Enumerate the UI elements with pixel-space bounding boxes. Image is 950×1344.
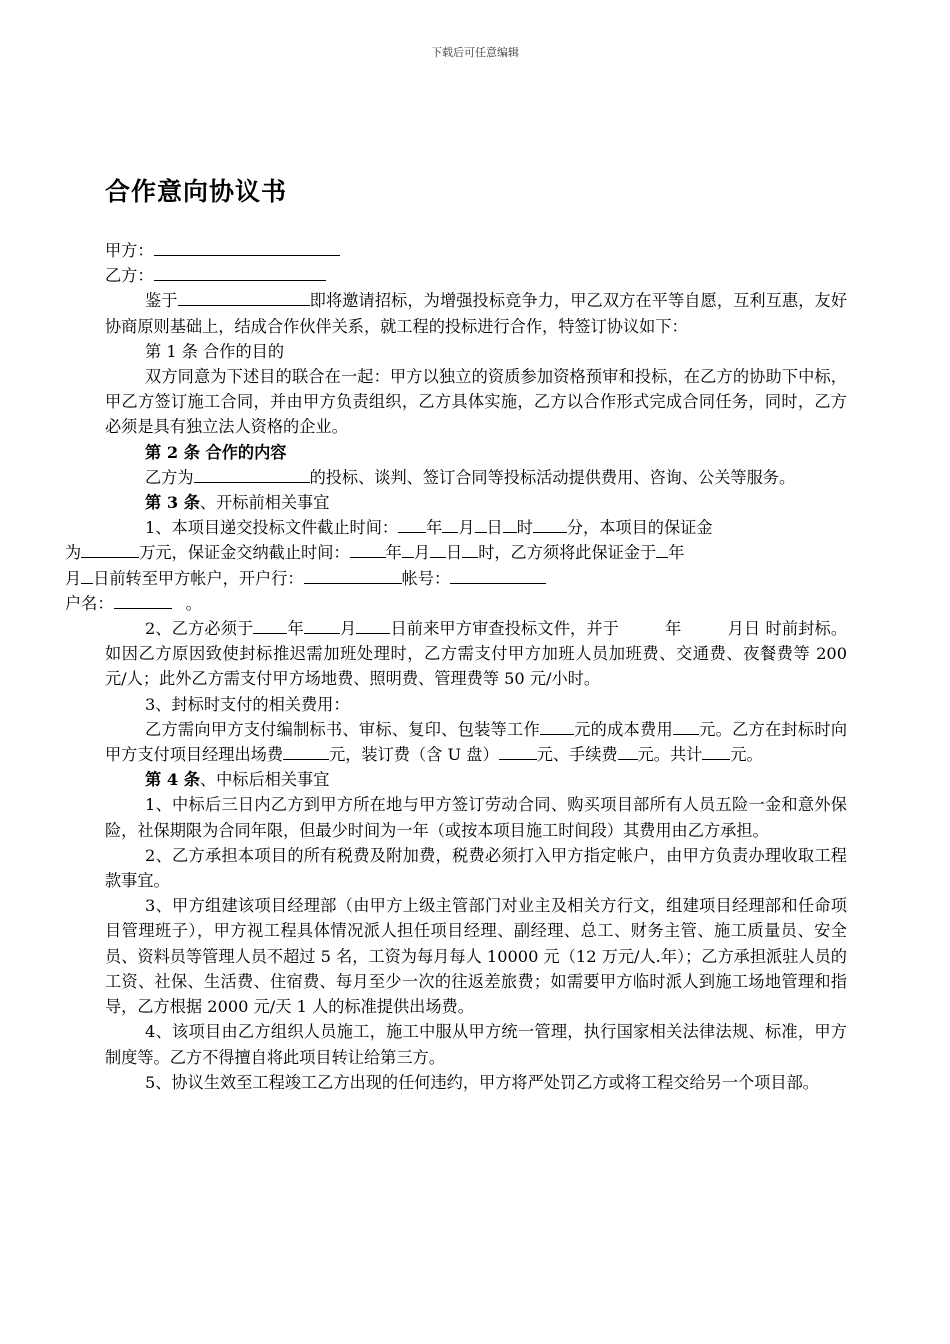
deadline-minute-blank[interactable]: [533, 517, 567, 533]
art3-item2: [105, 616, 847, 692]
text: 时: [516, 518, 533, 538]
text: 月: [727, 619, 744, 639]
text: 日: [486, 518, 503, 538]
text: 分，本项目的保证金: [566, 518, 713, 538]
deadline-month-blank[interactable]: [442, 517, 458, 533]
binding-fee-blank[interactable]: [499, 744, 537, 760]
header-note: 下载后可任意编辑: [431, 46, 519, 59]
art4-heading-rest: 、中标后相关事宜: [199, 770, 330, 790]
text: 帐号：: [401, 568, 451, 588]
text: 乙方需向甲方支付编制标书、审标、复印、包装等工作: [145, 719, 540, 739]
deadline-hour-blank[interactable]: [503, 517, 517, 533]
art2-heading-text: 第 2 条 合作的内容: [145, 442, 287, 462]
text: 月: [65, 568, 82, 588]
party-a-blank[interactable]: [154, 240, 340, 256]
document-title: 合作意向协议书: [105, 177, 288, 206]
party-a-label: 甲方：: [105, 241, 154, 260]
text: 1、本项目递交投标文件截止时间：: [145, 518, 399, 538]
text: 年: [287, 619, 304, 639]
text: 万元，保证金交纳截止时间：: [139, 543, 350, 563]
art4-heading: [105, 767, 847, 792]
art3-item3: [105, 717, 847, 767]
text: 日前来甲方审查投标文件，并于: [390, 619, 619, 639]
art4-item: 3、甲方组建该项目经理部（由甲方上级主管部门对业主及相关方行文，组建项目经理部和任命项目管理班子），甲方视工程具体情况派人担任项目经理、副经理、总工、财务主管、施工质量员、安全员、资料员等管理人员不超过 5 名，工资为每月每人 10000 元（12 万元/人.年）；乙方承担派驻人员的工资、社保、生活费、住宿费、每月至少一次的往返差旅费；如需要甲方临时派人到施工场地管理和指导，乙方根据 2000 元/天 1 人的标准提供出场费。: [105, 896, 847, 1017]
art1-body: 双方同意为下述目的联合在一起：甲方以独立的资质参加资格预审和投标，在乙方的协助下中标，甲乙方签订施工合同，并由甲方负责组织，乙方具体实施，乙方以合作形式完成合同任务，同时，乙方必须是具有独立法人资格的企业。: [105, 367, 847, 437]
text: 时，乙方须将此保证金于: [478, 543, 657, 563]
deposit-month-blank[interactable]: [402, 542, 414, 558]
review-month-blank[interactable]: [304, 618, 340, 634]
intro-post: 即将邀请招标，为增强投标竞争力，甲乙双方在平等自愿，互利互惠，友好协商原则基础上，结成合作伙伴关系，就工程的投标进行合作，特签订协议如下：: [105, 291, 848, 336]
text: 年: [426, 518, 443, 538]
party-a-line: [105, 238, 847, 263]
project-blank[interactable]: [178, 290, 310, 306]
art4-item: 5、协议生效至工程竣工乙方出现的任何违约，甲方将严处罚乙方或将工程交给另一个项目部。: [145, 1072, 819, 1092]
art2-blank[interactable]: [194, 467, 310, 483]
text: 月: [339, 619, 357, 639]
art2-pre: 乙方为: [145, 467, 194, 487]
intro-pre: 鉴于: [145, 291, 178, 311]
cost-blank[interactable]: [540, 719, 574, 735]
art3-heading-bold: 第 3 条: [145, 493, 200, 513]
art4-item: 4、该项目由乙方组织人员施工，施工中服从甲方统一管理，执行国家相关法律法规、标准，甲方制度等。乙方不得擅自将此项目转让给第三方。: [105, 1022, 847, 1067]
handling-fee-blank[interactable]: [618, 744, 638, 760]
art4-item: 1、中标后三日内乙方到甲方所在地与甲方签订劳动合同、购买项目部所有人员五险一金和意外保险，社保期限为合同年限，但最少时间为一年（或按本项目施工时间段）其费用由乙方承担。: [105, 795, 847, 840]
text: 日: [446, 543, 463, 563]
text: 月: [458, 518, 475, 538]
art3-item1: [65, 515, 847, 616]
document-body: [65, 238, 848, 1095]
party-b-label: 乙方：: [105, 266, 154, 286]
art2-post: 的投标、谈判、签订合同等投标活动提供费用、咨询、公关等服务。: [309, 467, 796, 487]
deadline-day-blank[interactable]: [475, 517, 487, 533]
text: 月: [413, 543, 430, 563]
text: 2、乙方必须于: [145, 619, 254, 639]
transfer-year-blank[interactable]: [656, 542, 668, 558]
review-day-blank[interactable]: [356, 618, 390, 634]
text: 元、手续费: [536, 745, 618, 765]
account-number-blank[interactable]: [450, 568, 546, 584]
text: 户名：: [65, 593, 114, 613]
text: 元。共计: [637, 745, 703, 765]
text: 年: [668, 543, 685, 563]
art1-heading: 第 1 条 合作的目的: [145, 341, 285, 361]
review-year-blank[interactable]: [253, 618, 287, 634]
party-b-line: [105, 263, 847, 288]
text: 元的成本费用: [573, 719, 673, 739]
account-name-blank[interactable]: [114, 593, 172, 609]
art2-body: [105, 465, 847, 490]
text: 元。乙方在封标时向甲方支付项目经理出场费: [105, 719, 848, 765]
text: 日 时前封标。如因乙方原因致使封标推迟需加班处理时，乙方需支付甲方加班人员加班费、交通费、夜餐费等 200 元/人；此外乙方需支付甲方场地费、照明费、管理费等 50 元/小时。: [105, 619, 848, 689]
art4-heading-bold: 第 4 条: [145, 770, 200, 790]
text: 元，装订费（含 U 盘）: [329, 745, 499, 765]
text: 年: [385, 543, 402, 563]
text: 为: [65, 543, 82, 563]
text: 日前转至甲方帐户，开户行：: [93, 568, 304, 588]
cost-fee-blank[interactable]: [673, 719, 699, 735]
text: 年: [665, 619, 682, 639]
deposit-day-blank[interactable]: [430, 542, 446, 558]
transfer-month-blank[interactable]: [81, 568, 93, 584]
deposit-amount-blank[interactable]: [81, 542, 139, 558]
art3-heading-rest: 、开标前相关事宜: [199, 493, 330, 513]
party-b-blank[interactable]: [154, 265, 326, 281]
deposit-year-blank[interactable]: [350, 542, 386, 558]
bank-blank[interactable]: [304, 568, 402, 584]
deposit-hour-blank[interactable]: [462, 542, 478, 558]
intro-paragraph: [105, 288, 847, 338]
art3-item3-heading: 3、封标时支付的相关费用：: [145, 694, 350, 714]
text: 。: [185, 593, 202, 613]
art4-item: 2、乙方承担本项目的所有税费及附加费，税费必须打入甲方指定帐户，由甲方负责办理收取工程款事宜。: [105, 845, 847, 891]
text: 元。: [730, 745, 763, 765]
art3-heading: [105, 490, 847, 515]
manager-fee-blank[interactable]: [283, 744, 329, 760]
deadline-year-blank[interactable]: [398, 517, 426, 533]
art2-heading: [105, 440, 847, 465]
total-blank[interactable]: [702, 744, 730, 760]
